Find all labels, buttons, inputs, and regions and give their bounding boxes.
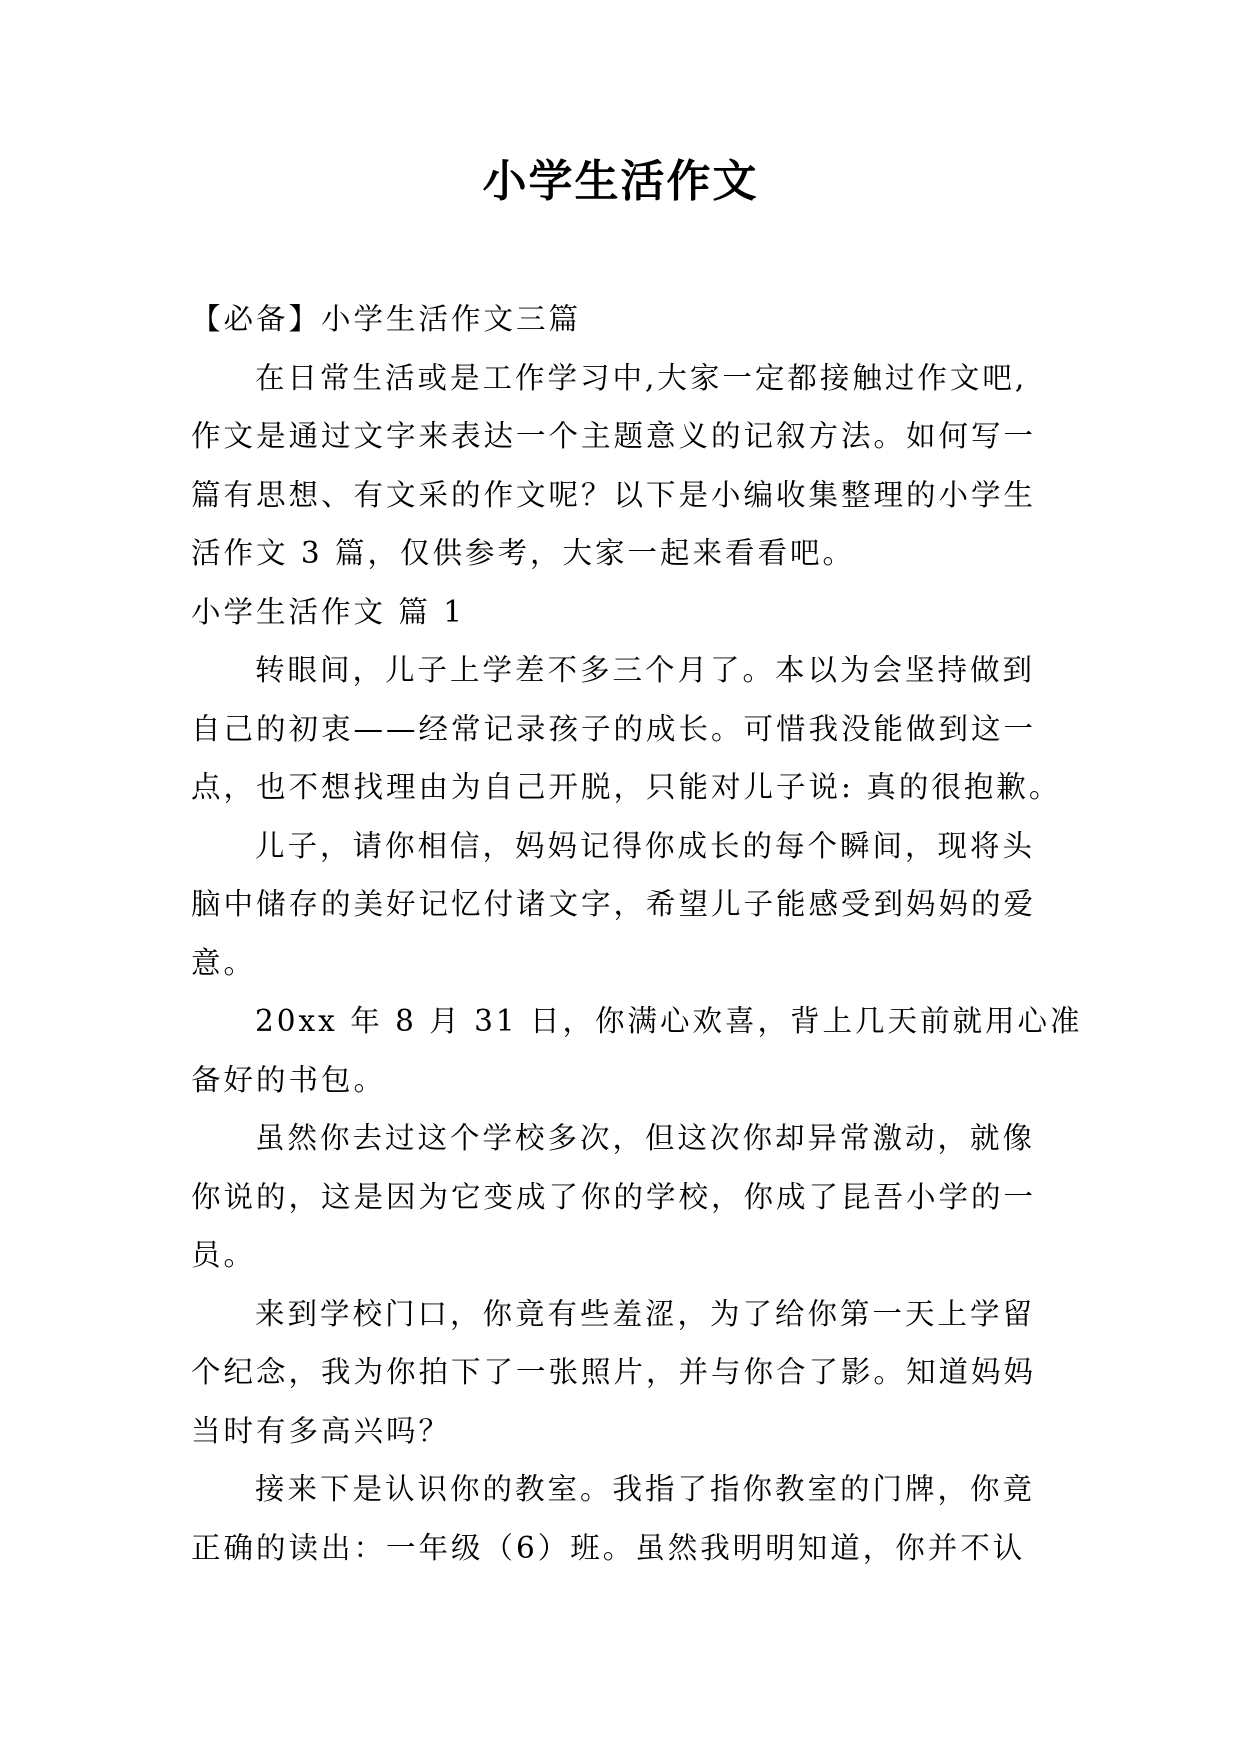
text-line: 来到学校门口，你竟有些羞涩，为了给你第一天上学留 bbox=[255, 1296, 1036, 1331]
text-line: 活作文 3 篇，仅供参考，大家一起来看看吧。 bbox=[191, 536, 856, 570]
text-line: 小学生活作文 篇 1 bbox=[191, 594, 466, 629]
text-line: 脑中储存的美好记忆付诸文字，希望儿子能感受到妈妈的爱 bbox=[191, 887, 1037, 921]
text-line: 当时有多高兴吗？ bbox=[191, 1413, 452, 1448]
text-line: 【必备】小学生活作文三篇 bbox=[191, 302, 582, 336]
text-line: 正确的读出：一年级（6）班。虽然我明明知道，你并不认 bbox=[191, 1530, 1026, 1565]
text-line: 儿子，请你相信，妈妈记得你成长的每个瞬间，现将头 bbox=[255, 828, 1036, 863]
text-line: 意。 bbox=[191, 945, 257, 980]
text-line: 虽然你去过这个学校多次，但这次你却异常激动，就像 bbox=[255, 1121, 1036, 1155]
text-line: 作文是通过文字来表达一个主题意义的记叙方法。如何写一 bbox=[191, 419, 1037, 453]
text-line: 转眼间，儿子上学差不多三个月了。本以为会坚持做到 bbox=[255, 653, 1036, 687]
text-line: 接来下是认识你的教室。我指了指你教室的门牌，你竟 bbox=[255, 1472, 1036, 1506]
text-line: 20xx 年 8 月 31 日，你满心欢喜，背上几天前就用心准 bbox=[255, 1004, 1083, 1038]
text-line: 备好的书包。 bbox=[191, 1062, 387, 1097]
text-line: 你说的，这是因为它变成了你的学校，你成了昆吾小学的一 bbox=[191, 1179, 1037, 1214]
text-line: 自己的初衷——经常记录孩子的成长。可惜我没能做到这一 bbox=[191, 711, 1037, 746]
text-line: 员。 bbox=[191, 1238, 257, 1272]
document-title: 小学生活作文 bbox=[482, 156, 759, 207]
text-line: 个纪念，我为你拍下了一张照片，并与你合了影。知道妈妈 bbox=[191, 1355, 1037, 1389]
document-body bbox=[191, 290, 1083, 1577]
text-line: 在日常生活或是工作学习中,大家一定都接触过作文吧, bbox=[255, 360, 1028, 395]
text-line: 点，也不想找理由为自己开脱，只能对儿子说: 真的很抱歉。 bbox=[191, 770, 1062, 804]
text-line: 篇有思想、有文采的作文呢？以下是小编收集整理的小学生 bbox=[191, 477, 1037, 512]
